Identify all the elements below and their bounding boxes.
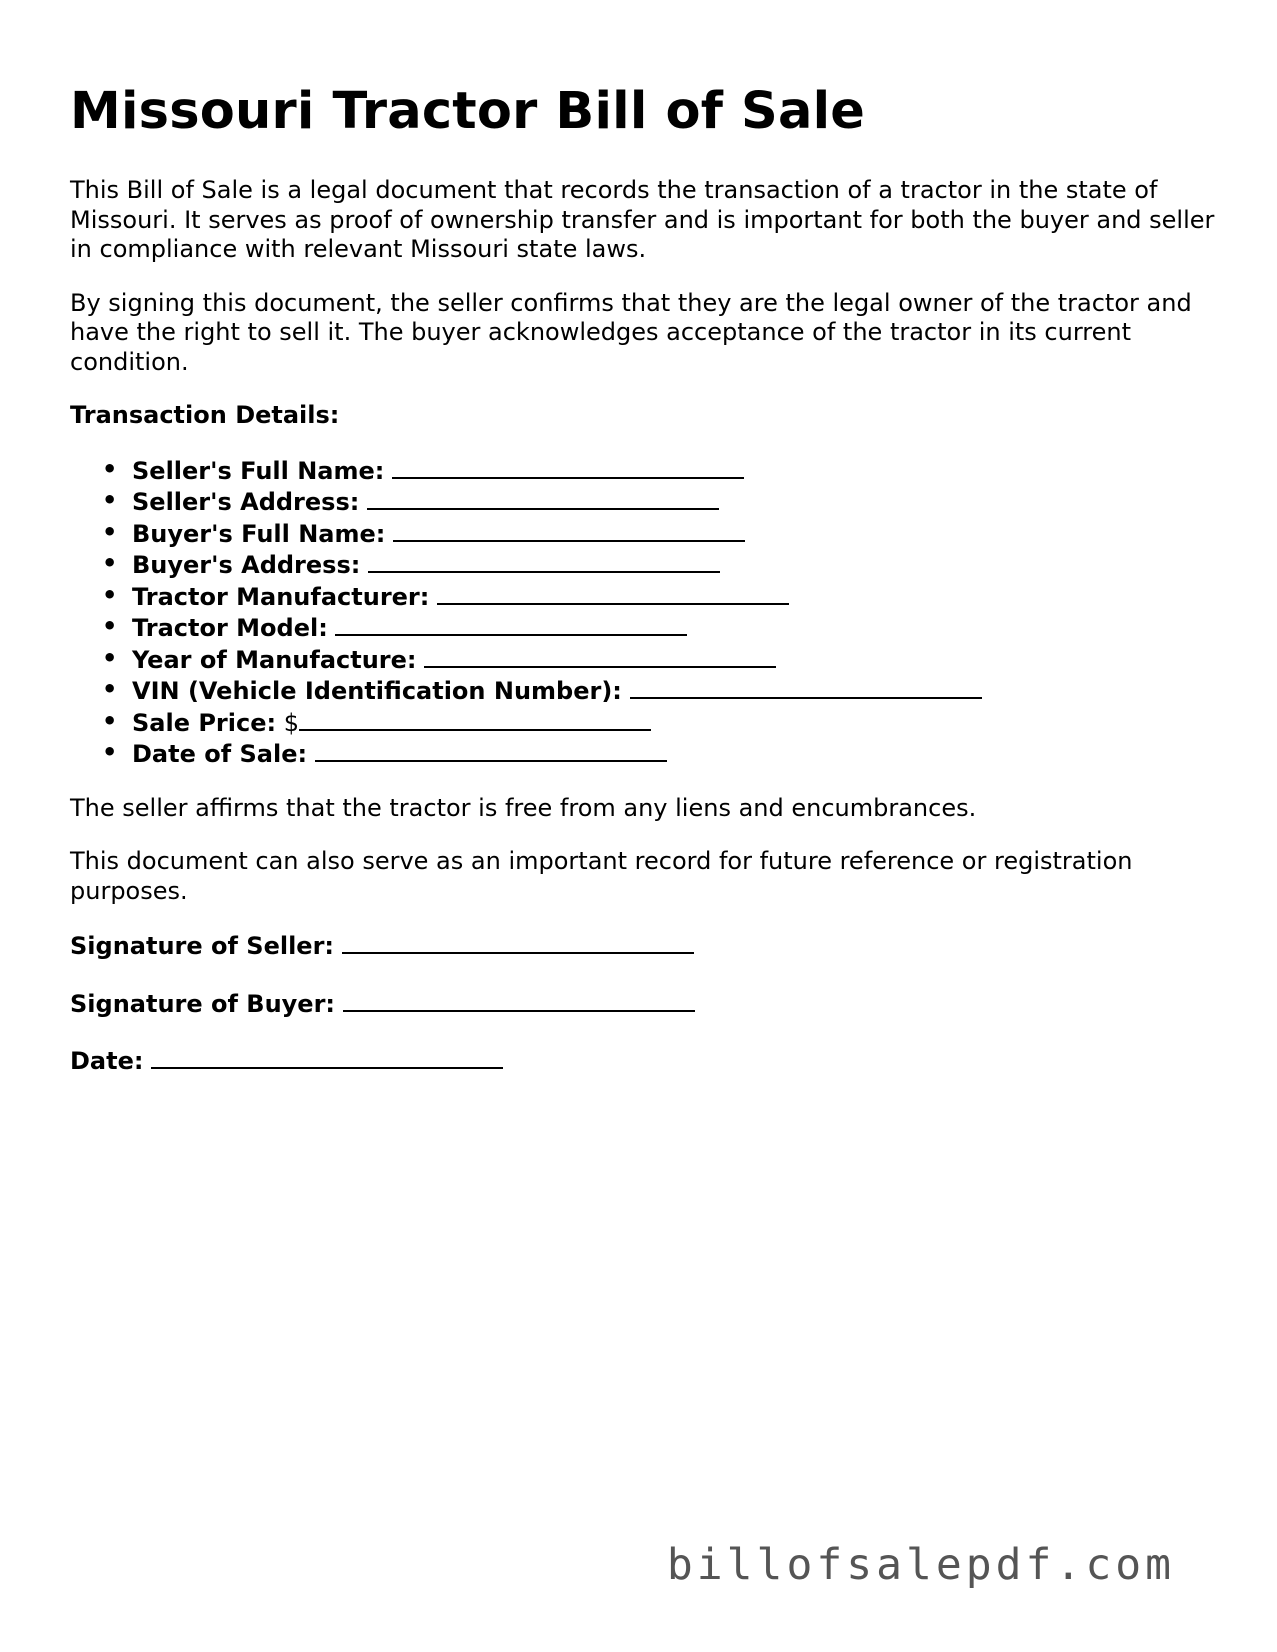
closing-paragraph-1: The seller affirms that the tractor is free from any liens and encumbrances. xyxy=(70,793,977,822)
tractor-manufacturer-blank[interactable] xyxy=(437,581,789,605)
document-title: Missouri Tractor Bill of Sale xyxy=(70,82,866,141)
field-label: Tractor Manufacturer: xyxy=(132,582,430,611)
tractor-model-blank[interactable] xyxy=(335,612,687,636)
field-sale-price xyxy=(70,707,1220,739)
vin-blank[interactable] xyxy=(630,675,982,699)
bullet-icon: • xyxy=(102,706,118,735)
field-label: Year of Manufacture: xyxy=(132,645,417,674)
document-page xyxy=(70,82,1220,1103)
field-label: Tractor Model: xyxy=(132,614,328,642)
field-sellers-full-name xyxy=(70,455,1220,487)
field-buyers-address xyxy=(70,549,1220,581)
field-sellers-address xyxy=(70,486,1220,518)
field-date-of-sale xyxy=(70,738,1220,770)
signature-date-row xyxy=(70,1045,1220,1077)
bullet-icon: • xyxy=(102,612,118,640)
bullet-icon: • xyxy=(102,580,118,609)
year-of-manufacture-blank[interactable] xyxy=(424,644,776,668)
buyer-signature-blank[interactable] xyxy=(343,988,695,1012)
buyer-signature-label: Signature of Buyer: xyxy=(70,989,336,1018)
bullet-icon: • xyxy=(102,643,118,672)
transaction-details-list xyxy=(70,455,1220,770)
field-label: Date of Sale: xyxy=(132,740,308,768)
bullet-icon: • xyxy=(102,486,118,514)
bullet-icon: • xyxy=(102,454,118,483)
seller-signature-blank[interactable] xyxy=(342,930,694,954)
bullet-icon: • xyxy=(102,549,118,577)
sellers-address-blank[interactable] xyxy=(367,486,719,510)
buyers-full-name-blank[interactable] xyxy=(393,518,745,542)
field-tractor-model xyxy=(70,612,1220,644)
buyer-signature-row xyxy=(70,988,1220,1020)
field-tractor-manufacturer xyxy=(70,581,1220,613)
currency-prefix: $ xyxy=(283,708,300,737)
field-label: Buyer's Address: xyxy=(132,551,361,579)
field-label: Sale Price: xyxy=(132,708,277,737)
field-label: Buyer's Full Name: xyxy=(132,519,386,548)
field-label: Seller's Full Name: xyxy=(132,456,385,485)
intro-paragraph-2: By signing this document, the seller confirms that they are the legal owner of the tractor and have the right to sell it. The buyer acknowledges acceptance of the tractor in its current condition. xyxy=(70,288,1192,376)
buyers-address-blank[interactable] xyxy=(368,549,720,573)
bullet-icon: • xyxy=(102,517,118,546)
field-label: Seller's Address: xyxy=(132,488,360,516)
field-year-of-manufacture xyxy=(70,644,1220,676)
bullet-icon: • xyxy=(102,675,118,703)
signature-date-blank[interactable] xyxy=(151,1045,503,1069)
closing-paragraph-2: This document can also serve as an important record for future reference or registration purposes. xyxy=(70,847,1133,905)
watermark: billofsalepdf.com xyxy=(666,1540,1175,1590)
signature-date-label: Date: xyxy=(70,1047,144,1075)
seller-signature-label: Signature of Seller: xyxy=(70,932,335,960)
section-heading: Transaction Details: xyxy=(70,401,340,429)
sellers-full-name-blank[interactable] xyxy=(392,455,744,479)
seller-signature-row xyxy=(70,930,1220,962)
bullet-icon: • xyxy=(102,738,118,766)
field-buyers-full-name xyxy=(70,518,1220,550)
date-of-sale-blank[interactable] xyxy=(315,738,667,762)
field-label: VIN (Vehicle Identification Number): xyxy=(132,677,622,705)
sale-price-blank[interactable] xyxy=(299,707,651,731)
field-vin xyxy=(70,675,1220,707)
intro-paragraph-1: This Bill of Sale is a legal document that records the transaction of a tractor in the state of Missouri. It serves as proof of ownership transfer and is important for both the buyer and seller in compliance with relevant Missouri state laws. xyxy=(70,176,1215,263)
